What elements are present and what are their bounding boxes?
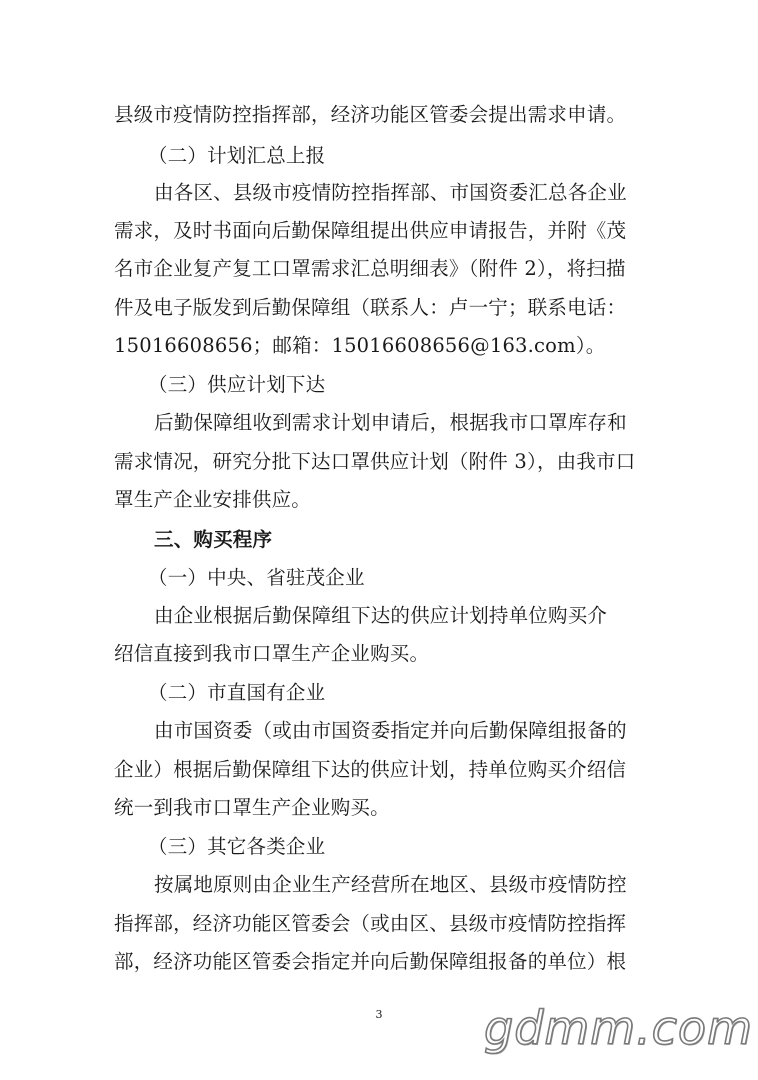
body-text-line: 需求，及时书面向后勤保障组提出供应申请报告，并附《茂 xyxy=(114,219,627,242)
subsection-heading: （三）供应计划下达 xyxy=(148,373,326,396)
body-text-line: 由各区、县级市疫情防控指挥部、市国资委汇总各企业 xyxy=(154,181,627,204)
subsection-heading: （二）市直国有企业 xyxy=(148,681,326,704)
watermark-logo: gdmm.com xyxy=(484,1001,753,1055)
body-text-line: 县级市疫情防控指挥部，经济功能区管委会提出需求申请。 xyxy=(114,103,627,126)
subsection-heading: （三）其它各类企业 xyxy=(148,835,326,858)
section-heading: 三、购买程序 xyxy=(154,528,273,551)
body-text-line: 罩生产企业安排供应。 xyxy=(114,488,312,511)
body-text-line: 部，经济功能区管委会指定并向后勤保障组报备的单位）根 xyxy=(114,950,627,973)
body-text-line: 按属地原则由企业生产经营所在地区、县级市疫情防控 xyxy=(154,873,627,896)
body-text-line: 统一到我市口罩生产企业购买。 xyxy=(114,796,390,819)
subsection-heading: （二）计划汇总上报 xyxy=(148,144,326,167)
body-text-line: 件及电子版发到后勤保障组（联系人：卢一宁；联系电话： xyxy=(114,296,627,319)
body-text-line: 由企业根据后勤保障组下达的供应计划持单位购买介 xyxy=(154,604,608,627)
page-number: 3 xyxy=(375,1008,383,1021)
body-text-line: 指挥部，经济功能区管委会（或由区、县级市疫情防控指挥 xyxy=(114,912,627,935)
body-text-line: 需求情况，研究分批下达口罩供应计划（附件 3），由我市口 xyxy=(114,450,636,473)
body-text-line: 企业）根据后勤保障组下达的供应计划，持单位购买介绍信 xyxy=(114,758,627,781)
body-text-line: 绍信直接到我市口罩生产企业购买。 xyxy=(114,642,430,665)
subsection-heading: （一）中央、省驻茂企业 xyxy=(148,566,365,589)
body-text-line: 15016608656；邮箱：15016608656@163.com）。 xyxy=(114,334,606,357)
body-text-line: 后勤保障组收到需求计划申请后，根据我市口罩库存和 xyxy=(154,411,627,434)
body-text-line: 名市企业复产复工口罩需求汇总明细表》（附件 2），将扫描 xyxy=(114,257,626,280)
body-text-line: 由市国资委（或由市国资委指定并向后勤保障组报备的 xyxy=(154,719,627,742)
